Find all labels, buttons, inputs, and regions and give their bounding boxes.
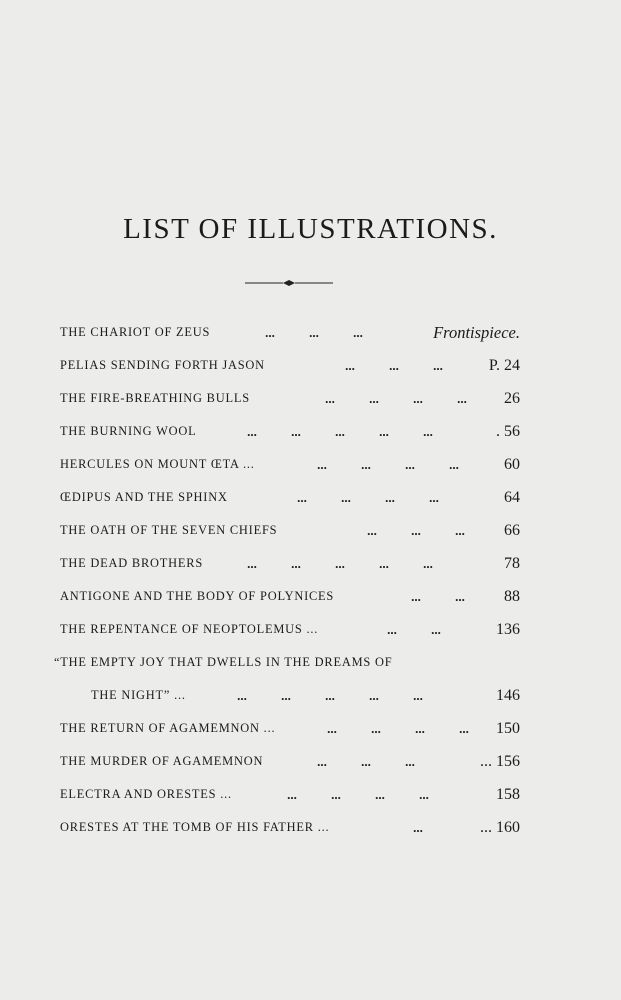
- leader-dots: ...: [413, 820, 423, 835]
- leader-dots: ... ... ...: [345, 358, 443, 373]
- illustration-list: [54, 316, 520, 844]
- list-item: [60, 349, 520, 382]
- leader-dots: ... ... ... ...: [297, 490, 439, 505]
- list-item: [54, 646, 520, 679]
- entry-page: 88: [504, 588, 520, 605]
- entry-title: ANTIGONE AND THE BODY OF POLYNICES: [60, 589, 335, 603]
- list-item: [60, 481, 520, 514]
- leader-dots: ... ... ... ... ...: [237, 688, 423, 703]
- leader-dots: ... ... ... ... ...: [247, 424, 433, 439]
- list-item: [60, 778, 520, 811]
- list-item: [60, 415, 520, 448]
- list-item: [60, 679, 520, 712]
- entry-page: 146: [496, 687, 520, 704]
- list-item: [60, 448, 520, 481]
- entry-title: THE MURDER OF AGAMEMNON: [60, 754, 264, 768]
- entry-page: 60: [504, 456, 520, 473]
- list-item: [60, 745, 520, 778]
- entry-title: THE NIGHT” ...: [91, 688, 186, 702]
- entry-title: ORESTES AT THE TOMB OF HIS FATHER ...: [60, 820, 330, 834]
- entry-title: ŒDIPUS AND THE SPHINX: [60, 490, 228, 504]
- leader-dots: ... ... ... ... ...: [247, 556, 433, 571]
- leader-dots: ... ... ... ...: [327, 721, 469, 736]
- leader-dots: ... ... ... ...: [325, 391, 467, 406]
- page-title: LIST OF ILLUSTRATIONS.: [123, 213, 498, 245]
- leader-dots: ... ... ... ...: [287, 787, 429, 802]
- list-item: [60, 613, 520, 646]
- entry-page: Frontispiece.: [433, 323, 520, 342]
- list-item: [60, 382, 520, 415]
- leader-dots: ... ...: [387, 622, 441, 637]
- entry-title: THE CHARIOT OF ZEUS: [60, 325, 211, 339]
- entry-page: P. 24: [488, 357, 520, 374]
- entry-page: 158: [496, 786, 520, 803]
- leader-dots: ... ...: [411, 589, 465, 604]
- leader-dots: ... ... ...: [265, 325, 363, 340]
- entry-title: THE BURNING WOOL: [60, 424, 197, 438]
- entry-page: 64: [504, 489, 520, 506]
- entry-page: 66: [504, 522, 520, 539]
- leader-dots: ... ... ...: [367, 523, 465, 538]
- entry-title: THE DEAD BROTHERS: [60, 556, 204, 570]
- list-item: [60, 514, 520, 547]
- entry-title: THE REPENTANCE OF NEOPTOLEMUS ...: [60, 622, 319, 636]
- list-item: [60, 712, 520, 745]
- title-ornament: [243, 276, 335, 290]
- entry-page: 150: [496, 720, 520, 737]
- entry-page: ... 160: [480, 819, 520, 836]
- list-item: [60, 316, 520, 349]
- entry-title: “THE EMPTY JOY THAT DWELLS IN THE DREAMS OF: [54, 655, 393, 669]
- entry-title: ELECTRA AND ORESTES ...: [60, 787, 232, 801]
- list-item: [60, 811, 520, 844]
- leader-dots: ... ... ... ...: [317, 457, 459, 472]
- entry-page: 136: [496, 621, 520, 638]
- entry-title: THE RETURN OF AGAMEMNON ...: [60, 721, 276, 735]
- entry-page: 78: [504, 555, 520, 572]
- entry-page: ... 156: [480, 753, 520, 770]
- leader-dots: ... ... ...: [317, 754, 415, 769]
- entry-page: . 56: [496, 423, 520, 440]
- entry-title: HERCULES ON MOUNT ŒTA ...: [60, 457, 255, 471]
- entry-title: THE FIRE-BREATHING BULLS: [60, 391, 250, 405]
- entry-title: PELIAS SENDING FORTH JASON: [60, 358, 265, 372]
- list-item: [60, 547, 520, 580]
- list-item: [60, 580, 520, 613]
- entry-page: 26: [504, 390, 520, 407]
- entry-title: THE OATH OF THE SEVEN CHIEFS: [60, 523, 278, 537]
